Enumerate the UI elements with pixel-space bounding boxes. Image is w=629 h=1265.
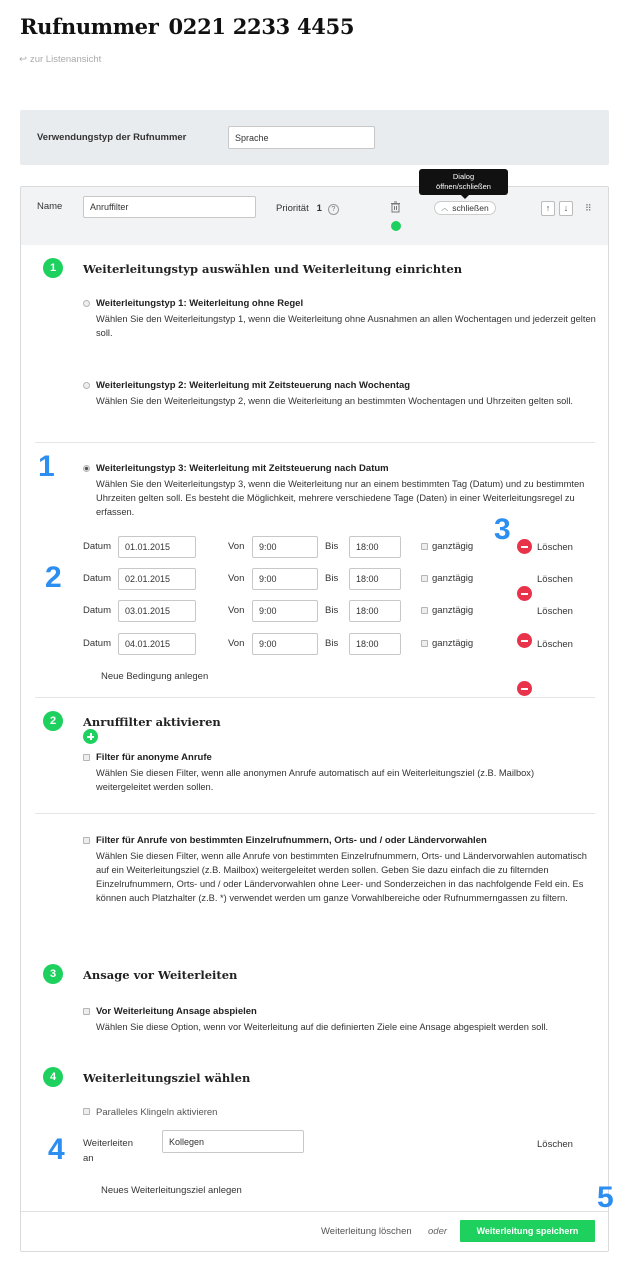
divider xyxy=(35,442,595,443)
type1-description: Wählen Sie den Weiterleitungstyp 1, wenn die Weiterleitung ohne Ausnahmen an allen Wochentagen und jederzeit gelten soll. xyxy=(96,314,596,338)
to-time-input[interactable]: 18:00 xyxy=(349,600,401,622)
step-3-title: Ansage vor Weiterleiten xyxy=(83,968,238,982)
date-label: Datum xyxy=(83,605,111,616)
all-day-checkbox[interactable] xyxy=(421,607,428,614)
annotation-4: 4 xyxy=(48,1133,65,1166)
date-label: Datum xyxy=(83,638,111,649)
from-label: Von xyxy=(228,605,245,616)
dialog-tooltip: Dialog öffnen/schließen xyxy=(419,169,508,195)
type3-title: Weiterleitungstyp 3: Weiterleitung mit Zeitsteuerung nach Datum xyxy=(96,463,389,474)
annotation-5: 5 xyxy=(597,1181,614,1214)
from-time-input[interactable]: 9:00 xyxy=(252,633,318,655)
to-label: Bis xyxy=(325,605,339,616)
announcement-title: Vor Weiterleitung Ansage abspielen xyxy=(96,1006,257,1017)
from-label: Von xyxy=(228,638,245,649)
to-label: Bis xyxy=(325,638,339,649)
date-input[interactable]: 01.01.2015 xyxy=(118,536,196,558)
anonymous-filter-description: Wählen Sie diesen Filter, wenn alle anonymen Anrufe automatisch auf ein Weiterleitungsziel (z.B. Mailbox) weitergeleitet werden sollen. xyxy=(96,768,535,792)
rule-name-input[interactable]: Anruffilter xyxy=(83,196,256,218)
type1-radio[interactable] xyxy=(83,300,90,307)
new-target-link[interactable]: Neues Weiterleitungsziel anlegen xyxy=(101,1185,242,1196)
from-time-input[interactable]: 9:00 xyxy=(252,568,318,590)
back-to-list-link[interactable]: ↩ zur Listenansicht xyxy=(19,54,102,65)
delete-condition-link[interactable]: Löschen xyxy=(537,542,573,553)
to-label: Bis xyxy=(325,573,339,584)
return-arrow-icon: ↩ xyxy=(19,54,27,65)
drag-handle-icon[interactable]: ⠿ xyxy=(585,203,592,213)
forward-target-input[interactable]: Kollegen xyxy=(162,1130,304,1153)
help-icon[interactable]: ? xyxy=(328,204,339,215)
specific-filter-checkbox[interactable] xyxy=(83,837,90,844)
active-status-dot xyxy=(391,221,401,231)
move-down-button[interactable]: ↓ xyxy=(559,201,573,216)
save-rule-button[interactable]: Weiterleitung speichern xyxy=(460,1220,595,1242)
add-condition-icon[interactable] xyxy=(83,729,98,744)
all-day-checkbox[interactable] xyxy=(421,575,428,582)
to-label: Bis xyxy=(325,541,339,552)
all-day-label: ganztägig xyxy=(432,638,474,649)
new-condition-link[interactable]: Neue Bedingung anlegen xyxy=(101,671,209,682)
phone-number: 0221 2233 4455 xyxy=(168,14,355,39)
collapse-button[interactable]: ︿ schließen xyxy=(434,201,496,215)
name-label: Name xyxy=(37,201,63,212)
date-input[interactable]: 04.01.2015 xyxy=(118,633,196,655)
move-up-button[interactable]: ↑ xyxy=(541,201,555,216)
parallel-ringing-label: Paralleles Klingeln aktivieren xyxy=(96,1107,218,1118)
step-1-title: Weiterleitungstyp auswählen und Weiterleitung einrichten xyxy=(83,262,463,276)
annotation-3: 3 xyxy=(494,513,511,546)
trash-icon[interactable] xyxy=(390,201,401,216)
type1-title: Weiterleitungstyp 1: Weiterleitung ohne Regel xyxy=(96,298,304,309)
step-1-badge: 1 xyxy=(43,258,63,278)
announcement-description: Wählen Sie diese Option, wenn vor Weiterleitung auf die definierten Ziele eine Ansage abgespielt werden soll. xyxy=(96,1022,549,1032)
to-time-input[interactable]: 18:00 xyxy=(349,536,401,558)
date-input[interactable]: 03.01.2015 xyxy=(118,600,196,622)
annotation-2: 2 xyxy=(45,561,62,594)
annotation-1: 1 xyxy=(38,450,55,483)
parallel-ringing-checkbox[interactable] xyxy=(83,1108,90,1115)
divider xyxy=(35,697,595,698)
usage-type-input[interactable]: Sprache xyxy=(228,126,375,149)
chevron-up-icon: ︿ xyxy=(441,205,449,212)
type3-radio[interactable] xyxy=(83,465,90,472)
from-label: Von xyxy=(228,573,245,584)
or-text: oder xyxy=(428,1226,448,1237)
date-input[interactable]: 02.01.2015 xyxy=(118,568,196,590)
delete-condition-icon[interactable] xyxy=(517,633,532,648)
type2-title: Weiterleitungstyp 2: Weiterleitung mit Zeitsteuerung nach Wochentag xyxy=(96,380,411,391)
priority xyxy=(276,203,339,215)
step-4-title: Weiterleitungsziel wählen xyxy=(83,1071,251,1085)
page-title: Rufnummer 0221 2233 4455 xyxy=(20,14,355,39)
date-label: Datum xyxy=(83,573,111,584)
all-day-checkbox[interactable] xyxy=(421,640,428,647)
anonymous-filter-title: Filter für anonyme Anrufe xyxy=(96,752,212,763)
delete-target-link[interactable]: Löschen xyxy=(537,1139,573,1150)
step-2-title: Anruffilter aktivieren xyxy=(83,715,221,729)
priority-value: 1 xyxy=(316,203,322,214)
usage-type-label: Verwendungstyp der Rufnummer xyxy=(37,132,187,143)
step-4-badge: 4 xyxy=(43,1067,63,1087)
delete-rule-link[interactable]: Weiterleitung löschen xyxy=(321,1226,412,1237)
step-3-badge: 3 xyxy=(43,964,63,984)
from-label: Von xyxy=(228,541,245,552)
from-time-input[interactable]: 9:00 xyxy=(252,600,318,622)
forward-to-label: Weiterleiten an xyxy=(83,1138,133,1164)
date-label: Datum xyxy=(83,541,111,552)
type2-radio[interactable] xyxy=(83,382,90,389)
delete-condition-icon[interactable] xyxy=(517,539,532,554)
announcement-checkbox[interactable] xyxy=(83,1008,90,1015)
delete-condition-link[interactable]: Löschen xyxy=(537,606,573,617)
all-day-label: ganztägig xyxy=(432,573,474,584)
from-time-input[interactable]: 9:00 xyxy=(252,536,318,558)
type2-description: Wählen Sie den Weiterleitungstyp 2, wenn die Weiterleitung an bestimmten Wochentagen und Uhrzeiten gelten soll. xyxy=(96,396,574,406)
specific-filter-title: Filter für Anrufe von bestimmten Einzelrufnummern, Orts- und / oder Ländervorwahlen xyxy=(96,835,487,846)
delete-condition-link[interactable]: Löschen xyxy=(537,639,573,650)
divider xyxy=(35,813,595,814)
delete-condition-icon[interactable] xyxy=(517,681,532,696)
anonymous-filter-checkbox[interactable] xyxy=(83,754,90,761)
all-day-checkbox[interactable] xyxy=(421,543,428,550)
delete-condition-link[interactable]: Löschen xyxy=(537,574,573,585)
all-day-label: ganztägig xyxy=(432,541,474,552)
specific-filter-description: Wählen Sie diesen Filter, wenn alle Anrufe von bestimmten Einzelrufnummern, Orts- und Ländervorwahlen automatisch auf ein Weiterleitungsziel (z.B. Mailbox) weitergeleitet werden sollen. Geben Sie dazu einfach die zu filternden Einzelrufnummern, Orts- und / oder Ländervorwahlen ohne Leer- und Sonderzeichen in das nachfolgende Feld ein. Es können auch Platzhalter (z.B. *) verwendet werden um ganze Vorwahlbereiche oder Rufnummerngassen zu filtern. xyxy=(96,851,587,903)
step-2-badge: 2 xyxy=(43,711,63,731)
delete-condition-icon[interactable] xyxy=(517,586,532,601)
priority-label: Priorität xyxy=(276,203,309,214)
to-time-input[interactable]: 18:00 xyxy=(349,568,401,590)
all-day-label: ganztägig xyxy=(432,605,474,616)
to-time-input[interactable]: 18:00 xyxy=(349,633,401,655)
type3-description: Wählen Sie den Weiterleitungstyp 3, wenn die Weiterleitung nur an einem bestimmten Tag (Datum) und zu bestimmten Uhrzeiten gelten soll. Es besteht die Möglichkeit, mehrere verschiedene Tage (Daten) in einer Weiterleitungsregel zu erfassen. xyxy=(96,479,585,517)
